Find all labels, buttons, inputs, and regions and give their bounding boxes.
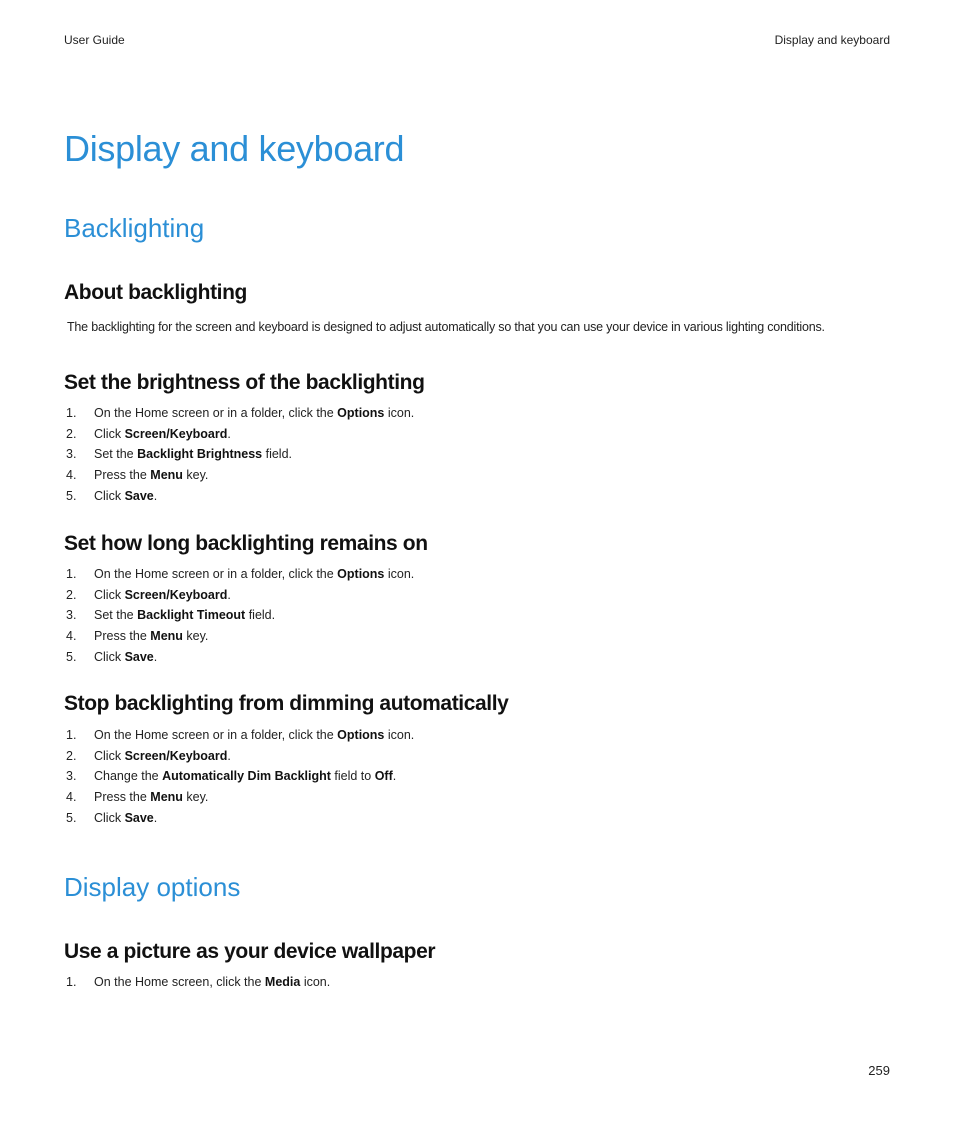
- step-emphasis: Save: [124, 649, 154, 664]
- step-text-fragment: .: [227, 748, 231, 763]
- step-text-fragment: icon.: [384, 567, 415, 581]
- step-emphasis: Screen/Keyboard: [124, 587, 228, 602]
- step-emphasis: Menu: [150, 629, 183, 644]
- topic-title-dimming: Stop backlighting from dimming automatically: [64, 692, 509, 715]
- step-text: [94, 424, 231, 445]
- step-text-fragment: Click: [94, 426, 125, 441]
- step-emphasis: Screen/Keyboard: [124, 426, 228, 441]
- step-text-fragment: Press the: [94, 790, 151, 805]
- step-emphasis: Save: [124, 810, 154, 825]
- step-emphasis: Backlight Brightness: [137, 447, 263, 462]
- step-text-fragment: .: [392, 769, 397, 784]
- topic-title-wallpaper: Use a picture as your device wallpaper: [64, 940, 436, 963]
- step-text: [94, 647, 157, 668]
- step-text: [94, 403, 414, 424]
- step-text-fragment: Click: [94, 810, 125, 825]
- about-backlighting-paragraph: The backlighting for the screen and keyboard is designed to adjust automatically so that you can use your device in various lighting conditions.: [67, 320, 825, 334]
- step-number: 5.: [66, 649, 77, 664]
- step-text-fragment: Change the: [94, 769, 163, 784]
- section-title-backlighting: Backlighting: [64, 213, 205, 243]
- step-number: 4.: [66, 468, 77, 483]
- step-text-fragment: key.: [182, 629, 209, 644]
- step-text-fragment: Press the: [94, 468, 151, 483]
- step-text: [94, 444, 292, 465]
- step-emphasis: Backlight Timeout: [137, 608, 246, 623]
- step-number: 3.: [66, 608, 77, 623]
- step-number: 1.: [66, 728, 77, 742]
- step-text-fragment: key.: [182, 790, 209, 805]
- step-text-fragment: .: [153, 810, 158, 825]
- step-number: 3.: [66, 769, 77, 784]
- step-text-fragment: Click: [94, 649, 125, 664]
- step-text-fragment: field.: [245, 608, 276, 623]
- step-number: 1.: [66, 975, 77, 989]
- step-text: [94, 746, 231, 767]
- step-emphasis: Options: [337, 728, 385, 742]
- step-text-fragment: .: [227, 587, 231, 602]
- step-text-fragment: .: [227, 426, 231, 441]
- step-text-fragment: .: [153, 488, 158, 503]
- step-emphasis: Save: [124, 488, 154, 503]
- running-header-section: Display and keyboard: [774, 33, 890, 47]
- running-header-title: User Guide: [64, 33, 125, 47]
- step-text-fragment: icon.: [384, 728, 415, 742]
- step-number: 2.: [66, 426, 77, 441]
- step-number: 4.: [66, 790, 77, 805]
- step-text: [94, 486, 157, 507]
- step-emphasis: Options: [337, 406, 385, 420]
- step-text-fragment: Click: [94, 748, 125, 763]
- step-text: [94, 465, 208, 486]
- step-text-fragment: field to: [330, 769, 375, 784]
- step-text-fragment: Set the: [94, 608, 138, 623]
- step-emphasis: Menu: [150, 790, 183, 805]
- step-text-fragment: Set the: [94, 447, 138, 462]
- section-title-display-options: Display options: [64, 872, 241, 902]
- step-text: [94, 766, 396, 787]
- step-emphasis: Screen/Keyboard: [124, 748, 228, 763]
- step-text-fragment: Click: [94, 587, 125, 602]
- step-number: 5.: [66, 488, 77, 503]
- step-emphasis: Options: [337, 567, 385, 581]
- step-text-fragment: On the Home screen or in a folder, click the: [94, 406, 338, 420]
- step-text-fragment: Click: [94, 488, 125, 503]
- step-emphasis: Automatically Dim Backlight: [162, 769, 331, 784]
- step-number: 1.: [66, 567, 77, 581]
- step-emphasis: Menu: [150, 468, 183, 483]
- step-text: [94, 585, 231, 606]
- step-text: [94, 787, 208, 808]
- step-number: 2.: [66, 587, 77, 602]
- step-text: [94, 626, 208, 647]
- step-text-fragment: On the Home screen or in a folder, click the: [94, 728, 338, 742]
- step-text-fragment: .: [153, 649, 158, 664]
- step-text-fragment: Press the: [94, 629, 151, 644]
- step-text-fragment: On the Home screen, click the: [94, 975, 265, 989]
- page-number: 259: [868, 1063, 890, 1078]
- step-emphasis: Media: [264, 975, 301, 989]
- step-number: 5.: [66, 810, 77, 825]
- step-text-fragment: field.: [262, 447, 293, 462]
- step-number: 2.: [66, 748, 77, 763]
- step-text: [94, 972, 330, 993]
- chapter-title: Display and keyboard: [64, 128, 405, 169]
- step-text-fragment: icon.: [300, 975, 331, 989]
- step-text: [94, 808, 157, 829]
- step-text: [94, 605, 275, 626]
- topic-title-about-backlighting: About backlighting: [64, 281, 247, 304]
- step-text-fragment: On the Home screen or in a folder, click the: [94, 567, 338, 581]
- step-number: 3.: [66, 447, 77, 462]
- step-text: [94, 564, 414, 585]
- step-emphasis: Off: [374, 769, 393, 784]
- step-text-fragment: icon.: [384, 406, 415, 420]
- step-text: [94, 725, 414, 746]
- step-number: 4.: [66, 629, 77, 644]
- step-number: 1.: [66, 406, 77, 420]
- step-text-fragment: key.: [182, 468, 209, 483]
- topic-title-timeout: Set how long backlighting remains on: [64, 532, 428, 555]
- topic-title-brightness: Set the brightness of the backlighting: [64, 371, 425, 394]
